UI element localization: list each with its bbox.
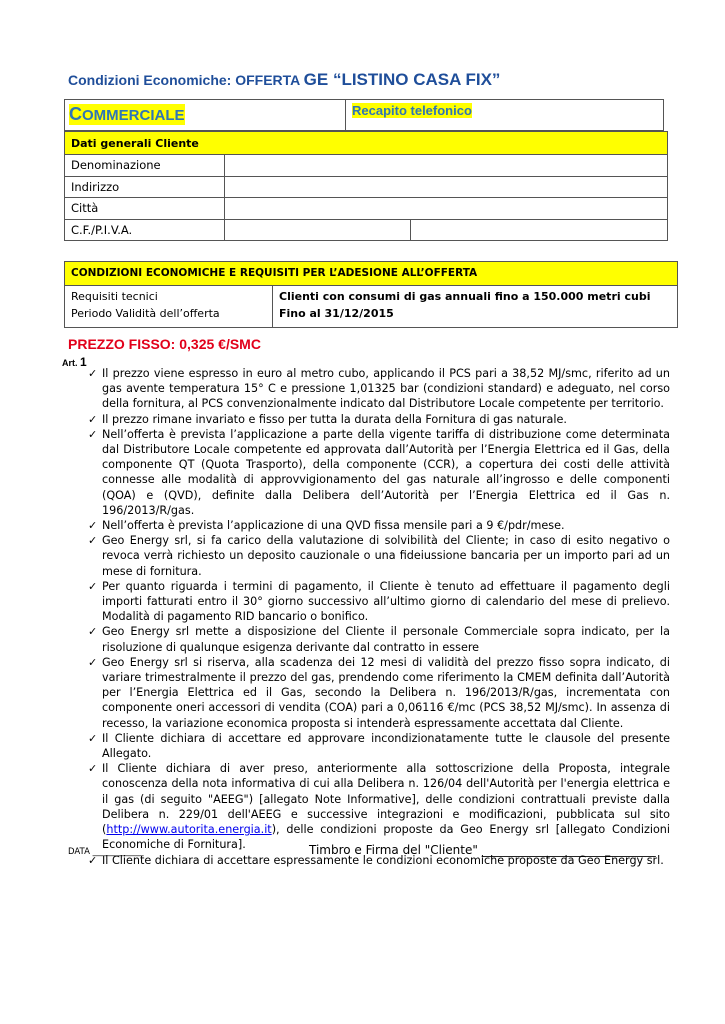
- item-text: Il Cliente dichiara di aver preso, anteriormente alla sottoscrizione della Proposta, integrale conoscenza della nota informativa di cui alla Delibera n. 126/04 dell'Autorità per l'energia elettrica e il gas (di seguito "AEEG") [allegato Note Informative], delle condizioni contrattuali previste dalla Delibera n. 229/01 dell'AEEG e successive integrazioni e modificazioni, pubblicata sul sito (: [102, 762, 670, 837]
- row-label: Indirizzo: [65, 176, 225, 198]
- header-table: [64, 99, 664, 131]
- cf-field[interactable]: [225, 219, 411, 241]
- conditions-section-header: CONDIZIONI ECONOMICHE E REQUISITI PER L’ADESIONE ALL’OFFERTA: [65, 262, 678, 286]
- denominazione-field[interactable]: [225, 155, 668, 177]
- item-text: Nell’offerta è prevista l’applicazione di una QVD fissa mensile pari a 9 €/pdr/mese.: [102, 519, 565, 533]
- table-row: [65, 198, 668, 220]
- clauses-list: [88, 366, 670, 868]
- list-item: [88, 624, 670, 654]
- document-title: [68, 70, 500, 90]
- checkmark-icon: ✓: [88, 412, 98, 426]
- checkmark-icon: ✓: [88, 579, 98, 593]
- commerciale-rest: OMMERCIALE: [82, 107, 185, 124]
- item-text: Il prezzo rimane invariato e fisso per tutta la durata della Fornitura di gas naturale.: [102, 412, 567, 426]
- checkmark-icon: ✓: [88, 853, 98, 867]
- checkmark-icon: ✓: [88, 731, 98, 745]
- prezzo-fisso-heading: PREZZO FISSO: 0,325 €/SMC: [68, 336, 261, 352]
- list-item: [88, 533, 670, 579]
- article-label: [62, 355, 87, 369]
- signature-field: Timbro e Firma del "Cliente" _____________________________: [309, 843, 656, 857]
- citta-field[interactable]: [225, 198, 668, 220]
- title-main: GE “LISTINO CASA FIX”: [303, 70, 501, 89]
- art-label: Art.: [62, 358, 78, 368]
- item-text: Geo Energy srl, si fa carico della valutazione di solvibilità del Cliente; in caso di esito negativo o revoca verrà richiesto un deposito cauzionale o una fideiussione bancaria per un importo pari ad un mese di fornitura.: [102, 534, 670, 578]
- item-text: Il Cliente dichiara di accettare ed approvare incondizionatamente tutte le clausole del presente Allegato.: [102, 731, 670, 761]
- list-item: [88, 366, 670, 412]
- recapito-cell: [346, 100, 663, 130]
- table-row: [65, 219, 668, 241]
- item-text: Geo Energy srl mette a disposizione del Cliente il personale Commerciale sopra indicato, per la risoluzione di qualunque esigenza derivante dal contratto in essere: [102, 625, 670, 654]
- checkmark-icon: ✓: [88, 655, 98, 669]
- recapito-label: Recapito telefonico: [352, 103, 472, 118]
- commerciale-cap: C: [69, 104, 82, 124]
- requisiti-label: Requisiti tecnici: [71, 290, 158, 303]
- item-text: Il prezzo viene espresso in euro al metro cubo, applicando il PCS pari a 38,52 MJ/smc, riferito ad un gas avente temperatura 15° C e pressione 1,01325 bar (condizioni standard) e adeguato, nel corso della fornitura, al PCS convenzionalmente indicato dal Distributore Locale competente per territorio.: [102, 367, 670, 411]
- list-item: [88, 412, 670, 427]
- data-field: DATA ____________: [68, 847, 144, 857]
- item-text: Geo Energy srl si riserva, alla scadenza dei 12 mesi di validità del prezzo fisso sopra indicato, di variare trimestralmente il prezzo del gas, prendendo come riferimento la CMEM definita dall’Autorità per l’Energia Elettrica ed il Gas, secondo la Delibera n. 196/2013/R/gas, incrementata con componente oneri accessori di vendita (COA) pari a 0,06116 €/mc (PCS 38,52 MJ/smc). In assenza di recesso, la variazione economica proposta si intenderà espressamente accettata dal Cliente.: [102, 655, 670, 730]
- conditions-table: [64, 261, 678, 328]
- checkmark-icon: ✓: [88, 519, 98, 533]
- checkmark-icon: ✓: [88, 367, 98, 380]
- piva-field[interactable]: [411, 219, 668, 241]
- requisiti-value: Clienti con consumi di gas annuali fino a 150.000 metri cubi: [279, 290, 651, 303]
- list-item: [88, 761, 670, 852]
- checkmark-icon: ✓: [88, 625, 98, 639]
- indirizzo-field[interactable]: [225, 176, 668, 198]
- table-row: [65, 176, 668, 198]
- client-section-header: Dati generali Cliente: [65, 132, 668, 155]
- row-label: C.F./P.I.V.A.: [65, 219, 225, 241]
- autorita-link[interactable]: http://www.autorita.energia.it: [106, 823, 272, 837]
- table-row: [65, 286, 678, 328]
- client-table: [64, 131, 668, 241]
- row-label: Denominazione: [65, 155, 225, 177]
- title-prefix: Condizioni Economiche: OFFERTA: [68, 72, 304, 88]
- table-row: [65, 155, 668, 177]
- row-label: Città: [65, 198, 225, 220]
- item-text: Nell’offerta è prevista l’applicazione a parte della vigente tariffa di distribuzione come determinata dal Distributore Locale competente ed approvata dall’Autorità per l’Energia Elettrica ed il Gas, della componente QT (Quota Trasporto), della componente (CCR), a copertura dei costi delle attività connesse alle modalità di approvvigionamento del gas naturale all’ingrosso e delle componenti (QOA) e (QVD), definite dalla Delibera dell’Autorità per l’Energia Elettrica ed il Gas n. 196/2013/R/gas.: [102, 427, 670, 517]
- art-number: 1: [80, 355, 87, 369]
- conditions-values: [273, 286, 678, 328]
- checkmark-icon: ✓: [88, 534, 98, 548]
- list-item: [88, 427, 670, 518]
- periodo-label: Periodo Validità dell’offerta: [71, 307, 220, 320]
- list-item: [88, 518, 670, 533]
- list-item: [88, 579, 670, 625]
- commerciale-label: [69, 104, 185, 125]
- item-text: Per quanto riguarda i termini di pagamento, il Cliente è tenuto ad effettuare il pagamento degli importi fatturati entro il 30° giorno successivo all’ultimo giorno di calendario del mese di prelievo. Modalità di pagamento RID bancario o bonifico.: [102, 579, 670, 624]
- item-text-tail: ), delle condizioni proposte da Geo Energy srl [allegato Condizioni Economiche di Fornitura].: [102, 823, 670, 852]
- item-text: Il Cliente dichiara di accettare espressamente le condizioni economiche proposte da Geo Energy srl.: [102, 853, 664, 867]
- conditions-labels: [65, 286, 273, 328]
- periodo-value: Fino al 31/12/2015: [279, 307, 394, 320]
- commerciale-cell: [65, 100, 346, 130]
- checkmark-icon: ✓: [88, 427, 98, 441]
- list-item: [88, 655, 670, 731]
- checkmark-icon: ✓: [88, 762, 98, 776]
- list-item: [88, 731, 670, 761]
